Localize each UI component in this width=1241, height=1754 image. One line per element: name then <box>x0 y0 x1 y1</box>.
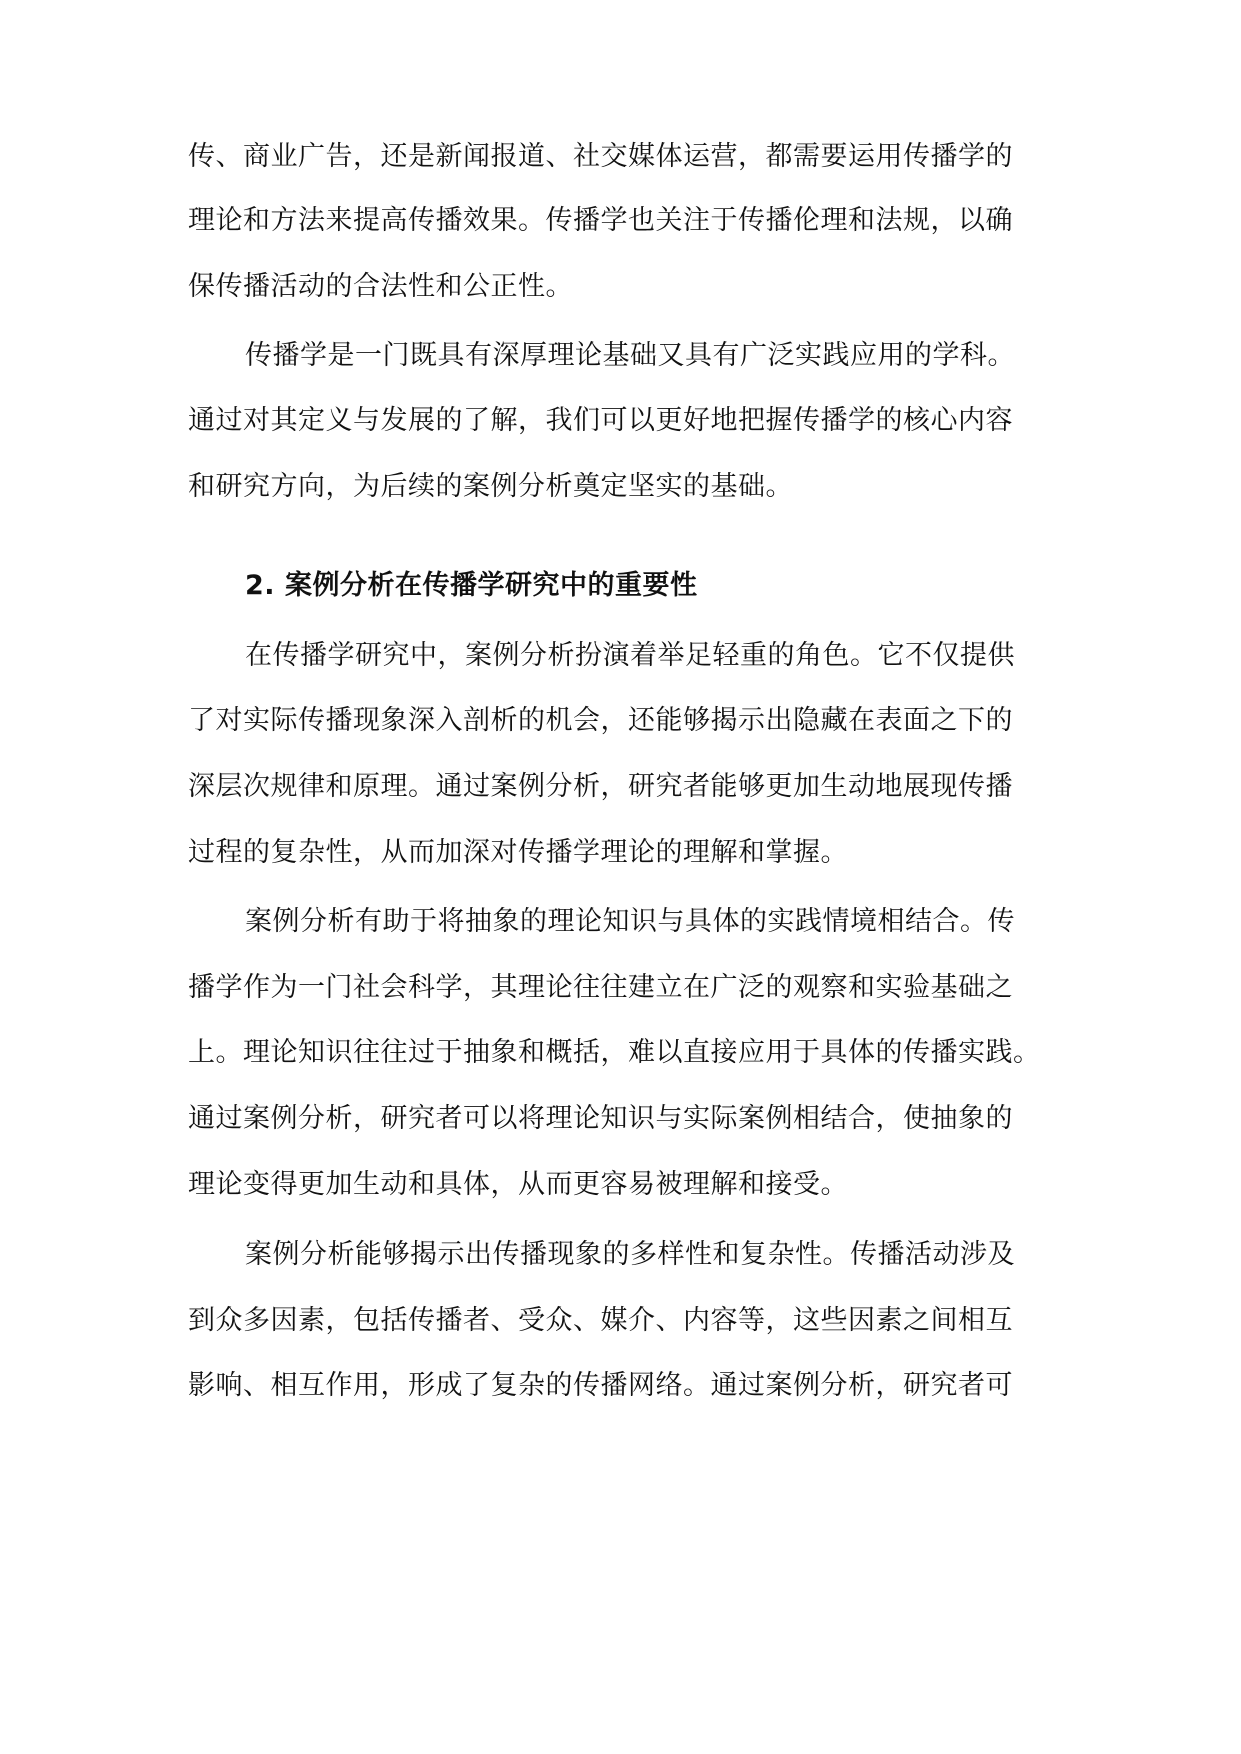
text-line: 保传播活动的合法性和公正性。 <box>188 271 573 302</box>
text-line: 过程的复杂性，从而加深对传播学理论的理解和掌握。 <box>188 837 848 868</box>
text-line: 和研究方向，为后续的案例分析奠定坚实的基础。 <box>188 471 793 502</box>
text-line: 了对实际传播现象深入剖析的机会，还能够揭示出隐藏在表面之下的 <box>188 705 1013 736</box>
text-line: 理论和方法来提高传播效果。传播学也关注于传播伦理和法规，以确 <box>188 205 1013 236</box>
text-line: 影响、相互作用，形成了复杂的传播网络。通过案例分析，研究者可 <box>188 1370 1013 1401</box>
text-line: 通过对其定义与发展的了解，我们可以更好地把握传播学的核心内容 <box>188 405 1013 436</box>
text-line: 传、商业广告，还是新闻报道、社交媒体运营，都需要运用传播学的 <box>188 141 1013 172</box>
paragraph-first-line: 案例分析有助于将抽象的理论知识与具体的实践情境相结合。传 <box>245 906 1015 937</box>
paragraph-first-line: 在传播学研究中，案例分析扮演着举足轻重的角色。它不仅提供 <box>245 640 1015 671</box>
section-heading: 2. 案例分析在传播学研究中的重要性 <box>245 570 698 601</box>
text-line: 理论变得更加生动和具体，从而更容易被理解和接受。 <box>188 1169 848 1200</box>
paragraph-first-line: 传播学是一门既具有深厚理论基础又具有广泛实践应用的学科。 <box>245 340 1015 371</box>
text-line: 上。理论知识往往过于抽象和概括，难以直接应用于具体的传播实践。 <box>188 1037 1041 1068</box>
text-line: 到众多因素，包括传播者、受众、媒介、内容等，这些因素之间相互 <box>188 1305 1013 1336</box>
paragraph-first-line: 案例分析能够揭示出传播现象的多样性和复杂性。传播活动涉及 <box>245 1239 1015 1270</box>
text-line: 通过案例分析，研究者可以将理论知识与实际案例相结合，使抽象的 <box>188 1103 1013 1134</box>
text-line: 深层次规律和原理。通过案例分析，研究者能够更加生动地展现传播 <box>188 771 1013 802</box>
text-line: 播学作为一门社会科学，其理论往往建立在广泛的观察和实验基础之 <box>188 972 1013 1003</box>
